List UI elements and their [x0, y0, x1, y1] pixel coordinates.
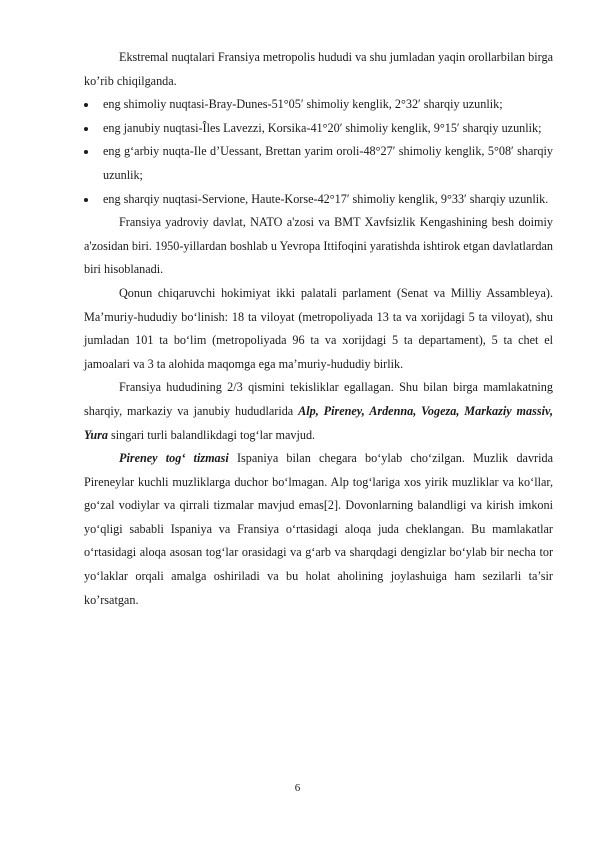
list-item-text: eng sharqiy nuqtasi-Servione, Haute-Korse-42°17′ shimoliy kenglik, 9°33′ sharqiy uzunlik.: [103, 191, 549, 206]
list-item-text: eng shimoliy nuqtasi-Bray-Dunes-51°05′ shimoliy kenglik, 2°32′ sharqiy uzunlik;: [103, 97, 503, 112]
list-item: [84, 188, 553, 212]
mountains-emphasis: Alp, Pireney, Ardenna, Vogeza, Markaziy massiv, Yura: [84, 403, 553, 442]
list-item: [84, 117, 553, 141]
relief-text-start: Fransiya hududining 2/3 qismini tekisliklar egallagan. Shu bilan birga mamlakatning sharqiy, markaziy va janubiy hududlarida: [84, 380, 553, 418]
bullet-icon: [84, 127, 88, 131]
parliament-paragraph: Qonun chiqaruvchi hokimiyat ikki palatali parlament (Senat va Milliy Assambleya). Ma’muriy-hududiy bo‘linish: 18 ta viloyat (metropoliyada 13 ta va xorijdagi 5 ta viloyat), shu jumladan 101 ta bo‘lim (metropoliyada 96 ta va xorijdagi 5 ta departament), 5 ta chet el jamoalari va 3 ta alohida maqomga ega ma’muriy-hududiy birlik.: [84, 285, 553, 371]
bullet-icon: [84, 103, 88, 107]
pyrenees-paragraph: [84, 447, 553, 612]
list-item: [84, 140, 553, 187]
intro-paragraph: Ekstremal nuqtalari Fransiya metropolis hududi va shu jumladan yaqin orollarbilan birga ko’rib chiqilganda.: [84, 50, 553, 88]
bullet-icon: [84, 150, 88, 154]
pyrenees-emphasis: Pireney tog‘ tizmasi: [119, 451, 229, 466]
list-item-text: eng g‘arbiy nuqta-Ile d’Uessant, Brettan yarim oroli-48°27′ shimoliy kenglik, 5°08′ sharqiy uzunlik;: [103, 144, 553, 182]
relief-text-end: singari turli balandlikdagi tog‘lar mavjud.: [107, 427, 316, 442]
list-item: [84, 93, 553, 117]
bullet-icon: [84, 198, 88, 202]
page-number: 6: [294, 782, 301, 794]
extreme-points-list: [84, 93, 553, 211]
relief-paragraph: [84, 376, 553, 447]
list-item-text: eng janubiy nuqtasi-Îles Lavezzi, Korsika-41°20′ shimoliy kenglik, 9°15′ sharqiy uzunlik;: [103, 120, 542, 135]
pyrenees-text: Ispaniya bilan chegara bo‘ylab cho‘zilgan. Muzlik davrida Pireneylar kuchli muzliklarga duchor bo‘lmagan. Alp tog‘lariga xos yirik muzliklar va ko‘llar, go‘zal vodiylar va qirrali tizmalar mavjud emas[2]. Dovonlarning balandligi va kirish imkoni yo‘qligi sababli Ispaniya va Fransiya o‘rtasidagi aloqa juda cheklangan. Bu mamlakatlar o‘rtasidagi aloqa asosan tog‘lar orasidagi va g‘arb va sharqdagi dengizlar bo‘ylab bir necha tor yo‘laklar orqali amalga oshiriladi va bu holat aholining joylashuiga ham sezilarli ta’sir ko’rsatgan.: [84, 451, 553, 607]
document-page: [84, 46, 553, 612]
nato-paragraph: Fransiya yadroviy davlat, NATO a'zosi va BMT Xavfsizlik Kengashining besh doimiy a'zosidan biri. 1950-yillardan boshlab u Yevropa Ittifoqini yaratishda ishtirok etgan davlatlardan biri hisoblanadi.: [84, 215, 553, 277]
